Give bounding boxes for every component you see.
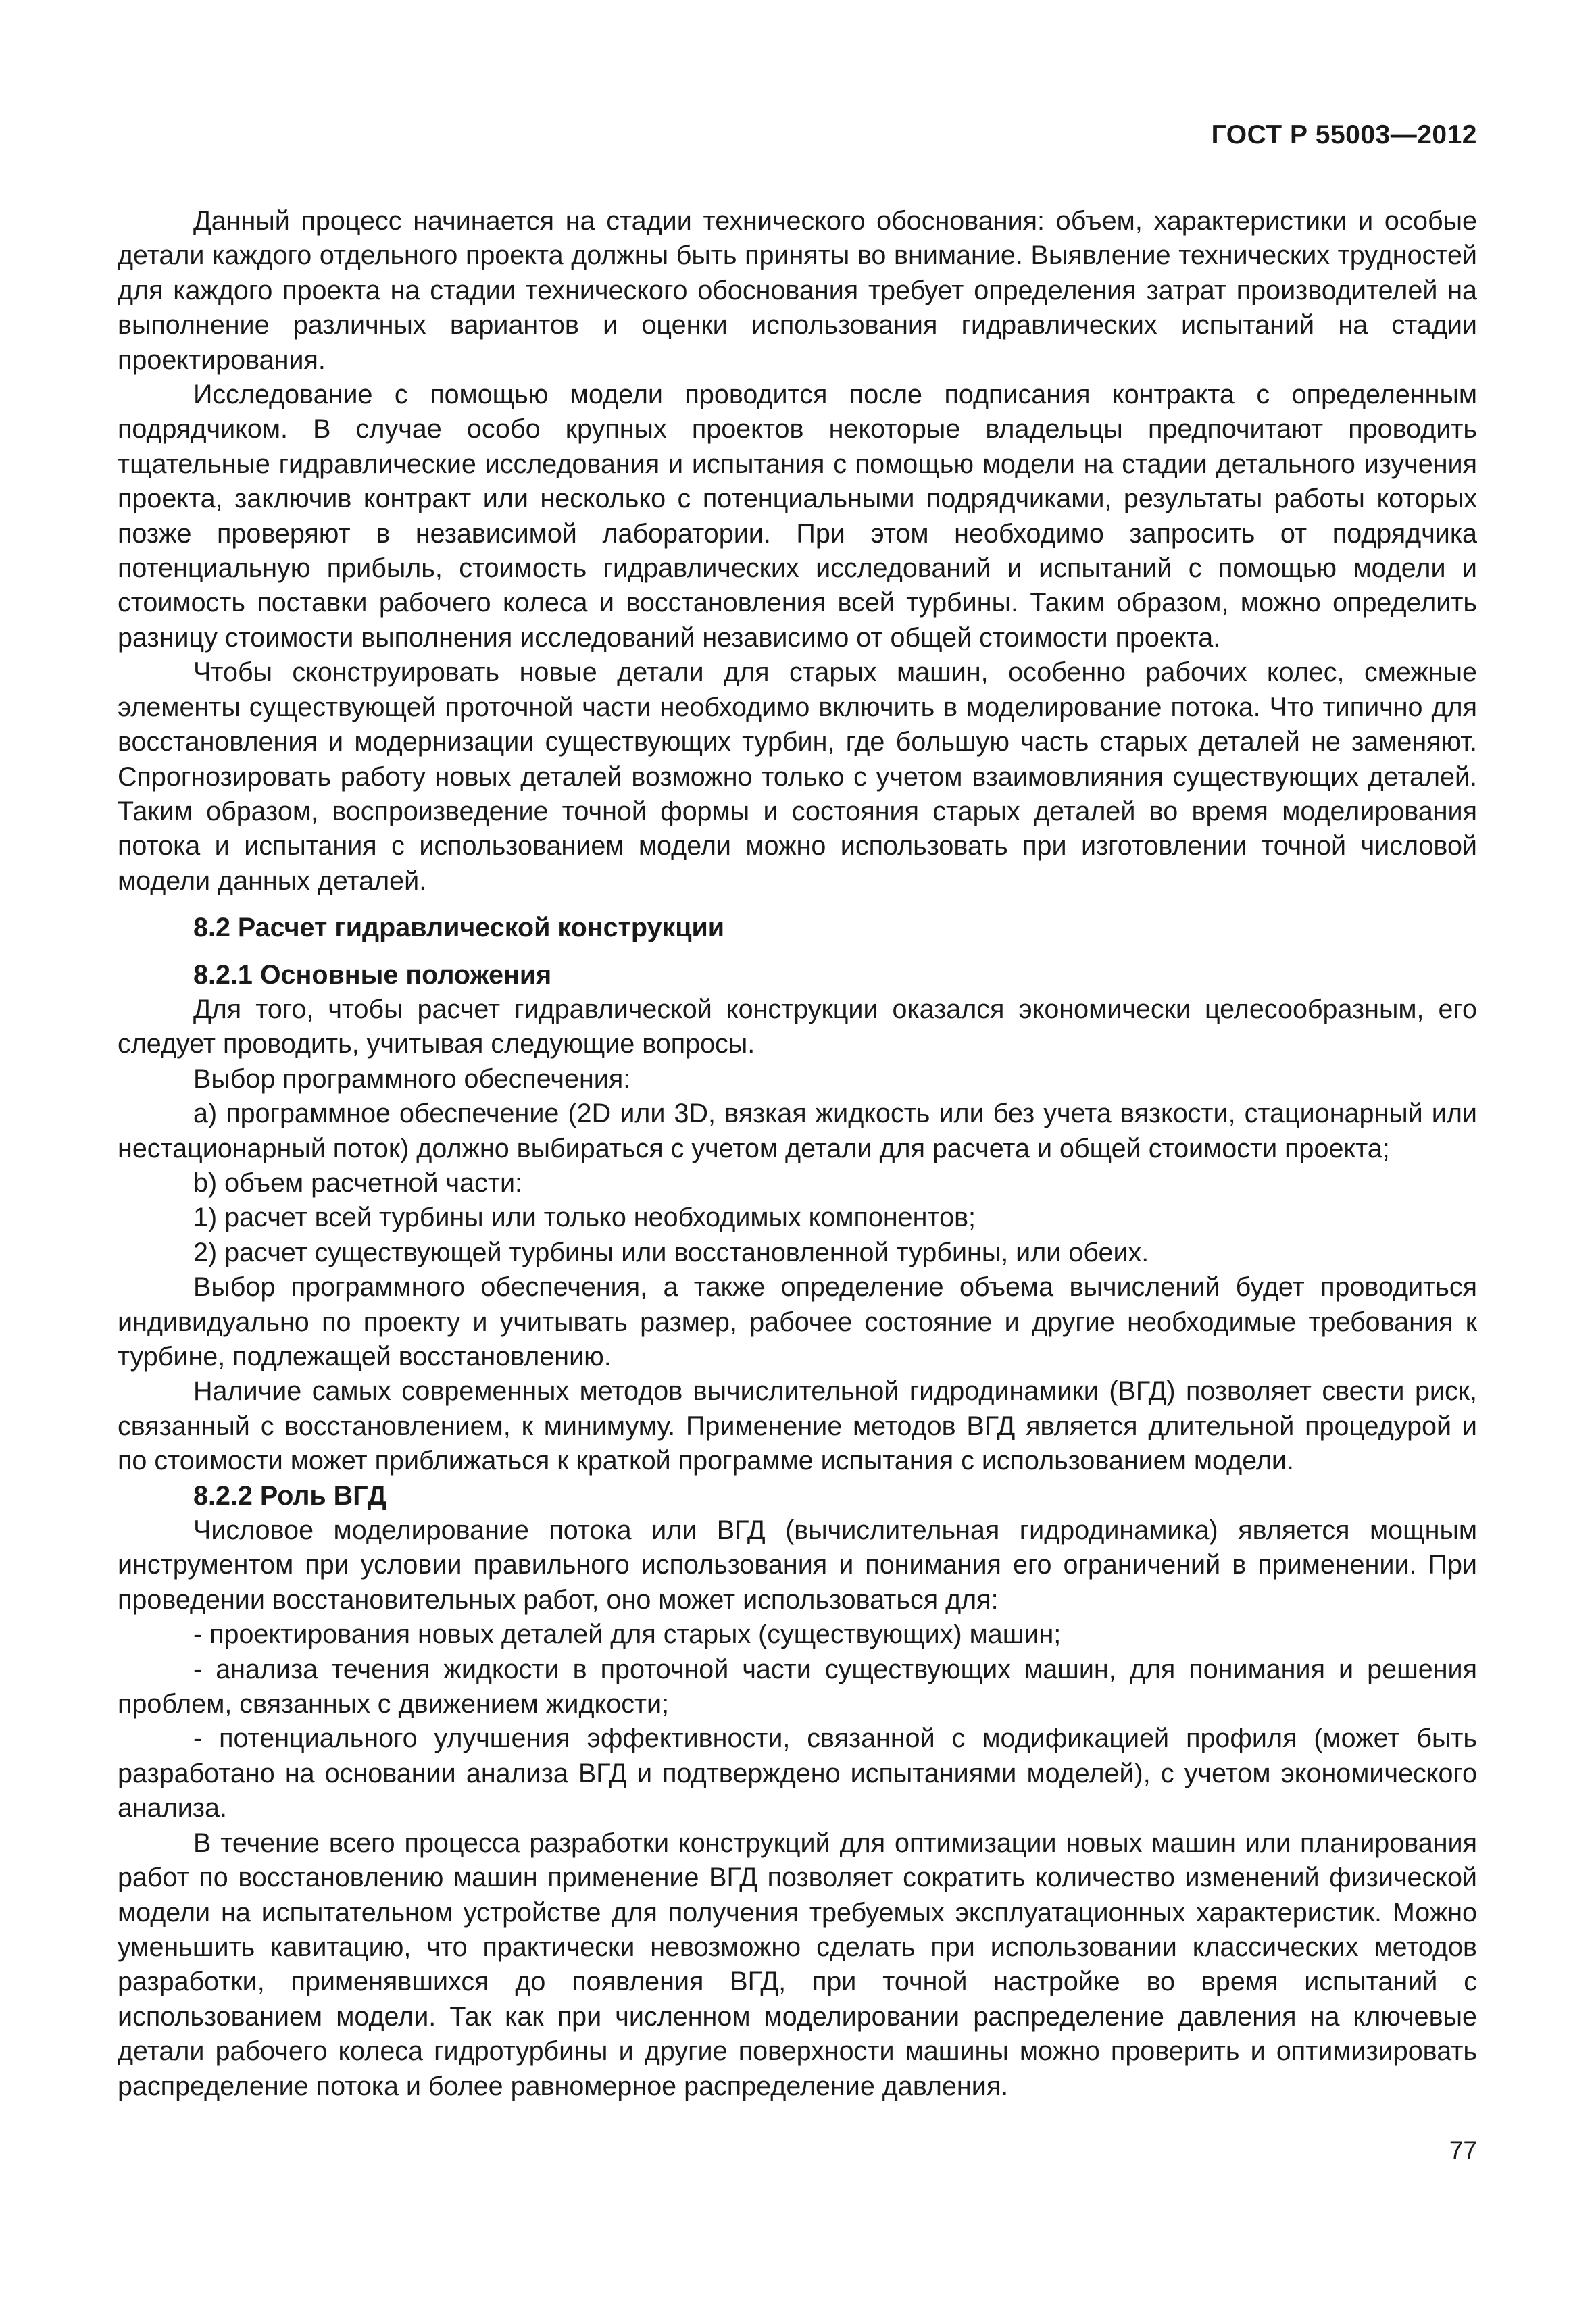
document-id: ГОСТ Р 55003—2012 <box>1211 120 1477 149</box>
paragraph: Чтобы сконструировать новые детали для старых машин, особенно рабочих колес, смежные элементы существующей проточной части необходимо включить в моделирование потока. Что типично для восстановления и модернизации существующих турбин, где большую часть старых деталей не заменяют. Спрогнозировать работу новых деталей возможно только с учетом взаимовлияния существующих деталей. Таким образом, воспроизведение точной формы и состояния старых деталей во время моделирования потока и испытания с использованием модели можно использовать при изготовлении точной числовой модели данных деталей. <box>118 657 1477 896</box>
paragraph: В течение всего процесса разработки конструкций для оптимизации новых машин или планирования работ по восстановлению машин применение ВГД позволяет сократить количество изменений физической модели на испытательном устройстве для получения требуемых эксплуатационных характеристик. Можно уменьшить кавитацию, что практически невозможно сделать при использовании классических методов разработки, применявшихся до появления ВГД, при точной настройке во время испытаний с использованием модели. Так как при численном моделировании распределение давления на ключевые детали рабочего колеса гидротурбины и другие поверхности машины можно проверить и оптимизировать распределение потока и более равномерное распределение давления. <box>118 1828 1477 2101</box>
subsection-heading-8-2-2: 8.2.2 Роль ВГД <box>193 1480 386 1511</box>
list-item: - анализа течения жидкости в проточной части существующих машин, для понимания и решения проблем, связанных с движением жидкости; <box>118 1654 1477 1719</box>
paragraph: Выбор программного обеспечения: <box>193 1063 631 1094</box>
list-item: а) программное обеспечение (2D или 3D, вязкая жидкость или без учета вязкости, стационарный или нестационарный поток) должно выбираться с учетом детали для расчета и общей стоимости проекта; <box>118 1099 1477 1163</box>
list-item: 1) расчет всей турбины или только необходимых компонентов; <box>193 1203 976 1233</box>
list-item: - потенциального улучшения эффективности, связанной с модификацией профиля (может быть разработано на основании анализа ВГД и подтверждено испытаниями моделей), с учетом экономического анализа. <box>118 1724 1477 1823</box>
page-number: 77 <box>1449 2136 1477 2164</box>
list-item: 2) расчет существующей турбины или восстановленной турбины, или обеих. <box>193 1237 1149 1267</box>
paragraph: Наличие самых современных методов вычислительной гидродинамики (ВГД) позволяет свести риск, связанный с восстановлением, к минимуму. Применение методов ВГД является длительной процедурой и по стоимости может приближаться к краткой программе испытания с использованием модели. <box>118 1376 1477 1476</box>
paragraph: Числовое моделирование потока или ВГД (вычислительная гидродинамика) является мощным инструментом при условии правильного использования и понимания его ограничений в применении. При проведении восстановительных работ, оно может использоваться для: <box>118 1515 1477 1615</box>
list-item: b) объем расчетной части: <box>193 1167 522 1198</box>
paragraph: Данный процесс начинается на стадии технического обоснования: объем, характеристики и особые детали каждого отдельного проекта должны быть приняты во внимание. Выявление технических трудностей для каждого проекта на стадии технического обоснования требует определения затрат производителей на выполнение различных вариантов и оценки использования гидравлических испытаний на стадии проектирования. <box>118 206 1477 375</box>
subsection-heading-8-2-1: 8.2.1 Основные положения <box>193 959 552 990</box>
page-body <box>118 204 1477 2104</box>
section-heading-8-2: 8.2 Расчет гидравлической конструкции <box>193 913 725 943</box>
list-item: - проектирования новых деталей для старых (существующих) машин; <box>193 1619 1062 1650</box>
paragraph: Для того, чтобы расчет гидравлической конструкции оказался экономически целесообразным, его следует проводить, учитывая следующие вопросы. <box>118 994 1477 1059</box>
paragraph: Исследование с помощью модели проводится после подписания контракта с определенным подрядчиком. В случае особо крупных проектов некоторые владельцы предпочитают проводить тщательные гидравлические исследования и испытания с помощью модели на стадии детального изучения проекта, заключив контракт или несколько с потенциальными подрядчиками, результаты работы которых позже проверяют в независимой лаборатории. При этом необходимо запросить от подрядчика потенциальную прибыль, стоимость гидравлических исследований и испытаний с помощью модели и стоимость поставки рабочего колеса и восстановления всей турбины. Таким образом, можно определить разницу стоимости выполнения исследований независимо от общей стоимости проекта. <box>118 380 1477 653</box>
paragraph: Выбор программного обеспечения, а также определение объема вычислений будет проводиться индивидуально по проекту и учитывать размер, рабочее состояние и другие необходимые требования к турбине, подлежащей восстановлению. <box>118 1272 1477 1372</box>
